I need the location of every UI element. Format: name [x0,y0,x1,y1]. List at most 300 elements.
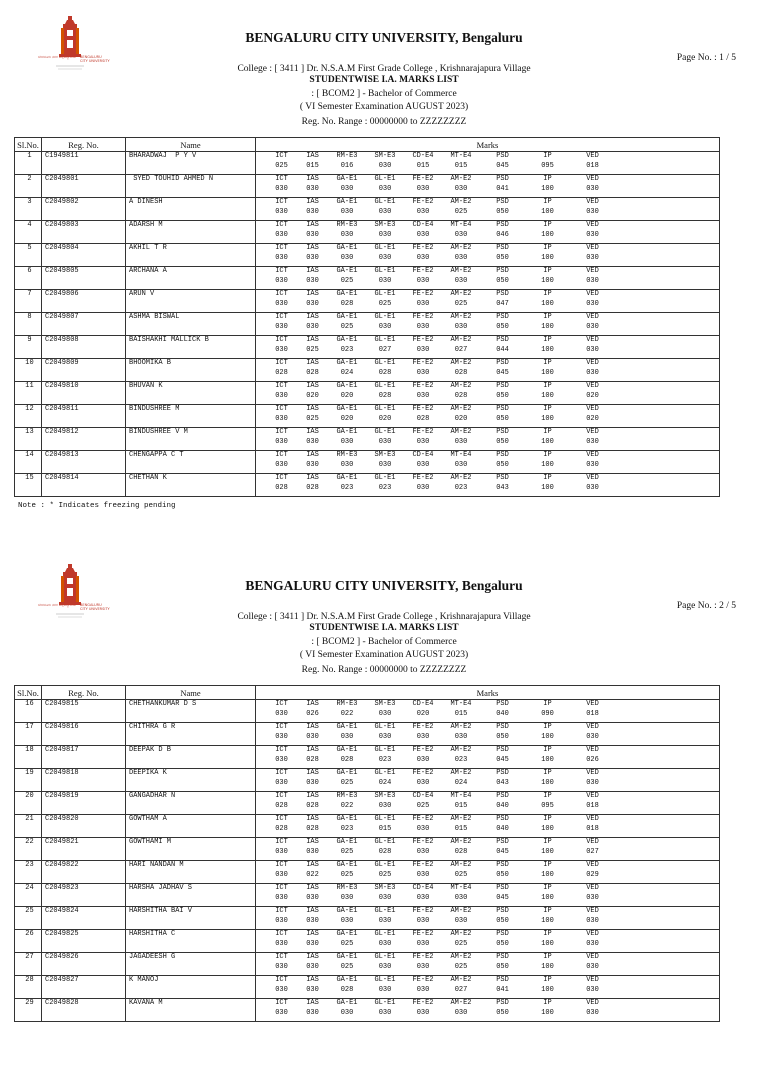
subject-code: FE-E2 [412,290,434,298]
marks-grid [266,884,615,903]
subject-code: IP [543,815,552,823]
student-name: GOWTHAMI M [126,838,256,861]
subject-code: AM-E2 [450,746,472,754]
subject-code: RM-E3 [336,884,358,892]
subject-mark: 030 [275,916,288,925]
subject-mark: 030 [275,893,288,902]
subject-mark: 024 [378,778,392,787]
reg-no: C2049822 [42,861,126,884]
subject-code: AM-E2 [450,405,472,413]
subject-mark: 100 [541,893,554,902]
subject-code: GL-E1 [374,999,396,1007]
subject-mark: 045 [496,368,509,377]
subject-code: VED [586,700,599,708]
subject-mark: 100 [541,414,554,423]
subject-code: IAS [306,175,319,183]
marks-grid [266,861,615,880]
subject-mark: 027 [454,985,468,994]
subject-code: FE-E2 [412,976,434,984]
student-row [15,792,720,815]
subject-code: AM-E2 [450,290,472,298]
subject-code: IAS [306,382,319,390]
sl-no: 2 [15,175,42,198]
marks-grid [266,746,615,765]
subject-code: ICT [275,815,288,823]
subject-code: IP [543,175,552,183]
reg-no: C2049804 [42,244,126,267]
marks-table [14,137,720,497]
marks-cell [256,359,720,382]
subject-mark: 018 [586,824,599,833]
subject-code: AM-E2 [450,244,472,252]
subject-code: GA-E1 [336,976,358,984]
subject-mark: 100 [541,391,554,400]
subject-mark: 100 [541,322,554,331]
student-name: HARSHITHA BAI V [126,907,256,930]
subject-mark: 046 [496,230,509,239]
subject-mark: 028 [306,801,319,810]
student-name: ADARSH M [126,221,256,244]
subject-mark: 030 [586,939,599,948]
subject-code: VED [586,838,599,846]
subject-code: GL-E1 [374,930,396,938]
reg-no: C2049817 [42,746,126,769]
subject-mark: 030 [275,985,288,994]
subject-mark: 028 [340,985,354,994]
subject-mark: 030 [378,253,392,262]
subject-code: IAS [306,336,319,344]
subject-mark: 100 [541,253,554,262]
subject-code: VED [586,930,599,938]
subject-mark: 030 [586,483,599,492]
subject-code: MT-E4 [450,221,472,229]
subject-mark: 030 [416,778,430,787]
subject-mark: 030 [416,755,430,764]
student-row [15,884,720,907]
svg-text:ಬೆಂಗಳೂರು ನಗರ ವಿಶ್ವವಿದ್ಯಾಲಯ: ಬೆಂಗಳೂರು ನಗರ ವಿಶ್ವವಿದ್ಯಾಲಯ [38,55,77,59]
subject-code: ICT [275,244,288,252]
marks-grid [266,723,615,742]
marks-table [14,685,720,1022]
subject-mark: 030 [586,253,599,262]
subject-code: SM-E3 [374,221,396,229]
student-name: K MANOJ [126,976,256,999]
subject-code: GL-E1 [374,267,396,275]
subject-code: GL-E1 [374,290,396,298]
subject-code: PSD [496,746,509,754]
subject-mark: 030 [275,414,288,423]
subject-mark: 030 [306,893,319,902]
subject-code: VED [586,976,599,984]
list-title: STUDENTWISE I.A. MARKS LIST [309,623,459,633]
subject-mark: 025 [378,299,392,308]
subject-code: CD-E4 [412,700,434,708]
subject-code: GA-E1 [336,861,358,869]
marks-cell [256,999,720,1022]
subject-code: AM-E2 [450,359,472,367]
subject-code: IP [543,405,552,413]
subject-mark: 050 [496,253,509,262]
subject-mark: 030 [378,732,392,741]
subject-mark: 030 [454,437,468,446]
subject-code: GL-E1 [374,838,396,846]
subject-code: AM-E2 [450,267,472,275]
subject-mark: 030 [378,460,392,469]
subject-mark: 024 [454,778,468,787]
subject-code: MT-E4 [450,700,472,708]
subject-code: AM-E2 [450,815,472,823]
student-row [15,723,720,746]
subject-code: FE-E2 [412,907,434,915]
subject-mark: 030 [378,230,392,239]
reg-no: C2049823 [42,884,126,907]
subject-code: PSD [496,723,509,731]
subject-code: IAS [306,152,319,160]
subject-mark: 025 [340,870,354,879]
subject-mark: 100 [541,230,554,239]
subject-mark: 028 [378,391,392,400]
svg-text:BENGALURU: BENGALURU [80,603,102,607]
subject-code: IP [543,953,552,961]
subject-code: VED [586,723,599,731]
sl-no: 24 [15,884,42,907]
subject-mark: 015 [454,801,468,810]
student-name: GOWTHAM A [126,815,256,838]
reg-no: C1949811 [42,152,126,175]
subject-mark: 028 [306,368,319,377]
subject-code: FE-E2 [412,428,434,436]
sl-no: 26 [15,930,42,953]
header-marks: Marks [256,686,720,700]
header-sl-no: Sl.No. [15,686,42,700]
marks-cell [256,861,720,884]
subject-mark: 022 [306,870,319,879]
subject-code: VED [586,382,599,390]
subject-mark: 025 [454,207,468,216]
marks-cell [256,267,720,290]
subject-mark: 023 [340,824,354,833]
marks-grid [266,769,615,788]
student-name: ARCHANA A [126,267,256,290]
subject-code: GA-E1 [336,313,358,321]
marks-cell [256,198,720,221]
subject-mark: 100 [541,778,554,787]
marks-cell [256,313,720,336]
subject-code: AM-E2 [450,336,472,344]
subject-code: PSD [496,792,509,800]
subject-mark: 023 [340,483,354,492]
subject-mark: 030 [340,437,354,446]
student-row [15,700,720,723]
student-name: SYED TOUHID AHMED N [126,175,256,198]
subject-code: ICT [275,474,288,482]
subject-mark: 027 [586,847,599,856]
subject-code: IAS [306,290,319,298]
student-name: DEEPIKA K [126,769,256,792]
subject-mark: 030 [586,322,599,331]
subject-mark: 030 [454,253,468,262]
college-name: College : [ 3411 ] Dr. N.S.A.M First Grade College , Krishnarajapura Village [237,64,531,74]
subject-mark: 015 [454,161,468,170]
subject-code: VED [586,267,599,275]
subject-code: FE-E2 [412,382,434,390]
header-name: Name [126,686,256,700]
subject-mark: 030 [378,916,392,925]
subject-mark: 018 [586,801,599,810]
subject-mark: 016 [340,161,354,170]
subject-mark: 041 [496,985,509,994]
subject-mark: 030 [340,184,354,193]
subject-code: AM-E2 [450,769,472,777]
reg-no-range: Reg. No. Range : 00000000 to ZZZZZZZZ [301,665,467,675]
subject-code: IP [543,907,552,915]
subject-code: FE-E2 [412,313,434,321]
subject-mark: 030 [306,962,319,971]
subject-code: RM-E3 [336,451,358,459]
subject-code: IAS [306,267,319,275]
subject-mark: 100 [541,299,554,308]
exam-name: ( VI Semester Examination AUGUST 2023) [299,650,469,660]
subject-code: ICT [275,723,288,731]
subject-mark: 050 [496,391,509,400]
subject-code: PSD [496,884,509,892]
subject-code: GA-E1 [336,428,358,436]
subject-mark: 028 [454,368,468,377]
subject-mark: 030 [454,1008,468,1017]
subject-code: GA-E1 [336,769,358,777]
subject-mark: 030 [378,893,392,902]
student-name: DEEPAK D B [126,746,256,769]
subject-code: MT-E4 [450,152,472,160]
subject-code: ICT [275,884,288,892]
subject-mark: 020 [586,414,599,423]
subject-code: PSD [496,382,509,390]
subject-mark: 045 [496,755,509,764]
sl-no: 1 [15,152,42,175]
subject-code: GL-E1 [374,976,396,984]
subject-code: VED [586,290,599,298]
student-name: ASHMA BISWAL [126,313,256,336]
student-row [15,198,720,221]
subject-code: GL-E1 [374,861,396,869]
marks-cell [256,175,720,198]
marks-grid [266,382,615,401]
subject-mark: 030 [340,207,354,216]
subject-mark: 030 [416,391,430,400]
subject-mark: 030 [275,847,288,856]
subject-code: ICT [275,267,288,275]
sl-no: 17 [15,723,42,746]
subject-code: AM-E2 [450,953,472,961]
subject-code: ICT [275,221,288,229]
subject-code: IAS [306,313,319,321]
subject-mark: 100 [541,1008,554,1017]
subject-code: PSD [496,976,509,984]
subject-code: IAS [306,359,319,367]
marks-grid [266,428,615,447]
subject-code: AM-E2 [450,930,472,938]
marks-cell [256,152,720,175]
subject-code: IP [543,723,552,731]
reg-no: C2049801 [42,175,126,198]
sl-no: 15 [15,474,42,497]
subject-mark: 030 [586,962,599,971]
subject-mark: 030 [378,276,392,285]
subject-code: IP [543,221,552,229]
subject-mark: 030 [340,732,354,741]
subject-code: PSD [496,313,509,321]
student-row [15,769,720,792]
svg-text:ಬೆಂಗಳೂರು ನಗರ ವಿಶ್ವವಿದ್ಯಾಲಯ: ಬೆಂಗಳೂರು ನಗರ ವಿಶ್ವವಿದ್ಯಾಲಯ [38,603,77,607]
marks-grid [266,930,615,949]
subject-code: IAS [306,907,319,915]
student-row [15,267,720,290]
subject-mark: 030 [416,322,430,331]
subject-code: MT-E4 [450,884,472,892]
subject-code: RM-E3 [336,792,358,800]
subject-code: CD-E4 [412,792,434,800]
footnote: Note : * Indicates freezing pending [18,502,176,510]
student-row [15,221,720,244]
subject-code: AM-E2 [450,999,472,1007]
subject-mark: 025 [306,414,319,423]
subject-mark: 030 [454,916,468,925]
subject-code: VED [586,815,599,823]
student-name: ARUN V [126,290,256,313]
sl-no: 4 [15,221,42,244]
subject-mark: 030 [275,709,288,718]
subject-code: IAS [306,999,319,1007]
subject-code: IP [543,700,552,708]
subject-mark: 050 [496,207,509,216]
subject-mark: 025 [340,939,354,948]
subject-mark: 030 [378,207,392,216]
reg-no: C2049805 [42,267,126,290]
subject-mark: 030 [378,801,392,810]
subject-code: CD-E4 [412,152,434,160]
marks-cell [256,884,720,907]
subject-code: ICT [275,175,288,183]
subject-mark: 020 [416,709,430,718]
subject-mark: 030 [454,230,468,239]
subject-mark: 023 [378,755,392,764]
student-name: KAVANA M [126,999,256,1022]
subject-code: GL-E1 [374,405,396,413]
marks-cell [256,474,720,497]
sl-no: 6 [15,267,42,290]
subject-code: IP [543,198,552,206]
subject-mark: 030 [378,962,392,971]
subject-code: PSD [496,359,509,367]
reg-no: C2049809 [42,359,126,382]
subject-mark: 015 [454,709,468,718]
subject-code: GL-E1 [374,907,396,915]
subject-mark: 030 [340,916,354,925]
subject-mark: 015 [306,161,319,170]
svg-text:CITY UNIVERSITY: CITY UNIVERSITY [80,59,110,63]
student-row [15,999,720,1022]
subject-code: FE-E2 [412,746,434,754]
subject-code: PSD [496,700,509,708]
subject-code: VED [586,907,599,915]
subject-code: SM-E3 [374,451,396,459]
subject-code: IP [543,152,552,160]
subject-code: ICT [275,930,288,938]
subject-mark: 030 [454,184,468,193]
student-name: JAGADEESH G [126,953,256,976]
subject-mark: 100 [541,985,554,994]
subject-mark: 030 [378,161,392,170]
marks-grid [266,267,615,286]
marks-cell [256,953,720,976]
marks-cell [256,700,720,723]
marks-cell [256,746,720,769]
subject-code: FE-E2 [412,474,434,482]
subject-mark: 030 [275,322,288,331]
subject-code: FE-E2 [412,838,434,846]
subject-mark: 030 [586,732,599,741]
subject-code: IAS [306,953,319,961]
subject-mark: 030 [306,322,319,331]
subject-code: AM-E2 [450,861,472,869]
subject-mark: 030 [275,437,288,446]
header-reg-no: Reg. No. [42,686,126,700]
subject-mark: 100 [541,437,554,446]
subject-mark: 050 [496,437,509,446]
subject-code: VED [586,428,599,436]
university-name: BENGALURU CITY UNIVERSITY, Bengaluru [245,30,523,45]
subject-code: IAS [306,405,319,413]
subject-mark: 025 [416,801,430,810]
subject-code: IAS [306,815,319,823]
subject-mark: 050 [496,414,509,423]
subject-mark: 027 [454,345,468,354]
subject-code: IP [543,428,552,436]
sl-no: 25 [15,907,42,930]
subject-code: GL-E1 [374,815,396,823]
subject-mark: 022 [340,709,354,718]
subject-mark: 030 [306,437,319,446]
subject-code: IAS [306,700,319,708]
subject-mark: 030 [416,460,430,469]
marks-grid [266,999,615,1018]
subject-code: RM-E3 [336,700,358,708]
subject-mark: 030 [275,870,288,879]
subject-code: IAS [306,723,319,731]
subject-mark: 030 [586,916,599,925]
subject-mark: 030 [275,1008,288,1017]
student-name: CHETHAN K [126,474,256,497]
marks-grid [266,838,615,857]
marks-cell [256,723,720,746]
subject-mark: 050 [496,322,509,331]
subject-mark: 015 [454,824,468,833]
student-row [15,861,720,884]
subject-mark: 030 [275,184,288,193]
subject-code: PSD [496,451,509,459]
subject-code: GL-E1 [374,336,396,344]
sl-no: 22 [15,838,42,861]
student-name: BAISHAKHI MALLICK B [126,336,256,359]
subject-code: ICT [275,953,288,961]
subject-code: PSD [496,838,509,846]
marks-grid [266,815,615,834]
subject-mark: 030 [340,893,354,902]
sl-no: 8 [15,313,42,336]
subject-code: GL-E1 [374,198,396,206]
subject-code: VED [586,152,599,160]
subject-code: AM-E2 [450,723,472,731]
